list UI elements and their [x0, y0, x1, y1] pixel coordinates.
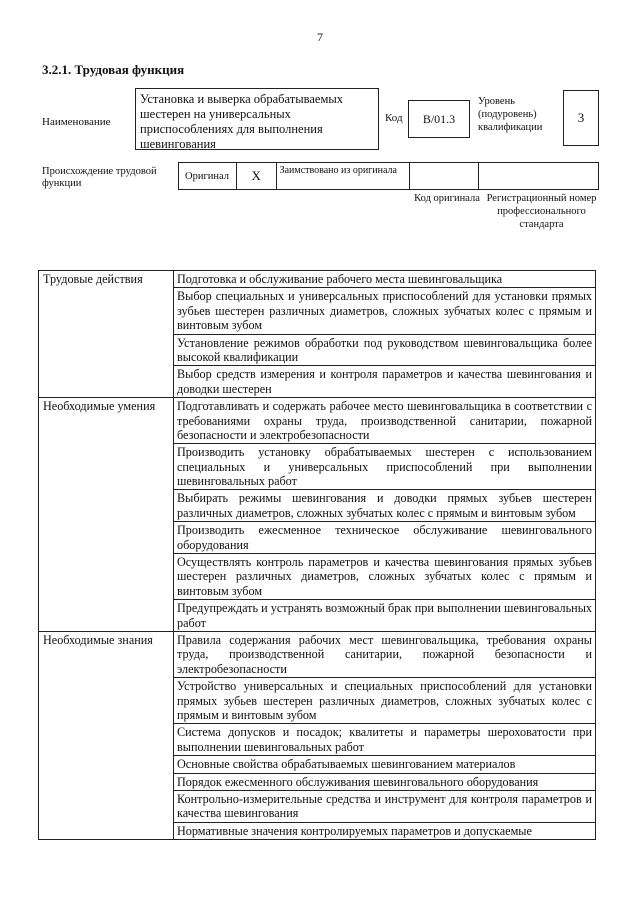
original-code-cell	[410, 163, 479, 189]
item-cell: Порядок ежесменного обслуживания шевинговального оборудования	[174, 773, 596, 790]
item-cell: Система допусков и посадок; квалитеты и параметры шероховатости при выполнении шевинговальных работ	[174, 724, 596, 756]
item-cell: Производить ежесменное техническое обслуживание шевинговального оборудования	[174, 522, 596, 554]
level-label: Уровень (подуровень) квалификации	[478, 96, 543, 134]
item-cell: Предупреждать и устранять возможный брак при выполнении шевинговальных работ	[174, 600, 596, 632]
code-label: Код	[385, 112, 403, 124]
function-name-box: Установка и выверка обрабатываемых шестерен на универсальных приспособлениях для выполнения шевингования	[135, 88, 379, 150]
level-box: 3	[563, 90, 599, 146]
item-cell: Нормативные значения контролируемых параметров и допускаемые	[174, 822, 596, 839]
page-number: 7	[317, 30, 323, 44]
item-cell: Основные свойства обрабатываемых шевингованием материалов	[174, 756, 596, 773]
item-cell: Подготовка и обслуживание рабочего места шевинговальщика	[174, 271, 596, 288]
caption-registration-number: Регистрационный номер профессионального стандарта	[486, 193, 597, 231]
section-heading: 3.2.1. Трудовая функция	[42, 62, 185, 77]
table-row	[39, 398, 596, 444]
category-cell: Необходимые умения	[39, 398, 174, 632]
item-cell: Осуществлять контроль параметров и качества шевингования прямых зубьев шестерен различных диаметров, сложных зубчатых колес с прямым и винтовым зубом	[174, 554, 596, 600]
category-cell: Необходимые знания	[39, 631, 174, 839]
category-cell: Трудовые действия	[39, 271, 174, 398]
origin-label: Происхождение трудовой функции	[42, 166, 157, 190]
item-cell: Производить установку обрабатываемых шестерен с использованием специальных и универсальных приспособлений при выполнении шевинговальных работ	[174, 444, 596, 490]
caption-original-code: Код оригинала	[414, 193, 480, 204]
item-cell: Выбор специальных и универсальных приспособлений для установки прямых зубьев шестерен различных диаметров, сложных зубчатых колес с прямым и винтовым зубом	[174, 288, 596, 334]
item-cell: Установление режимов обработки под руководством шевинговальщика более высокой квалификации	[174, 334, 596, 366]
original-label: Оригинал	[179, 163, 237, 189]
function-details-table	[38, 270, 596, 840]
item-cell: Выбирать режимы шевингования и доводки прямых зубьев шестерен различных диаметров, сложных зубчатых колес с прямым и винтовым зубом	[174, 490, 596, 522]
code-box: B/01.3	[408, 100, 470, 138]
item-cell: Выбор средств измерения и контроля параметров и качества шевингования и доводки шестерен	[174, 366, 596, 398]
item-cell: Правила содержания рабочих мест шевинговальщика, требования охраны труда, производственной санитарии, пожарной безопасности и электробезопасности	[174, 631, 596, 677]
item-cell: Контрольно-измерительные средства и инструмент для контроля параметров и качества шевингования	[174, 790, 596, 822]
table-row	[39, 271, 596, 288]
item-cell: Устройство универсальных и специальных приспособлений для установки прямых зубьев шестерен различных диаметров, сложных зубчатых колес с прямым и винтовым зубом	[174, 678, 596, 724]
naming-label: Наименование	[42, 116, 111, 128]
item-cell: Подготавливать и содержать рабочее место шевинговальщика в соответствии с требованиями охраны труда, производственной санитарии, пожарной безопасности и электробезопасности	[174, 398, 596, 444]
registration-number-cell	[479, 163, 598, 189]
origin-table	[178, 162, 599, 190]
table-row	[39, 631, 596, 677]
borrowed-label: Заимствовано из оригинала	[277, 163, 410, 189]
original-mark: X	[237, 163, 277, 189]
